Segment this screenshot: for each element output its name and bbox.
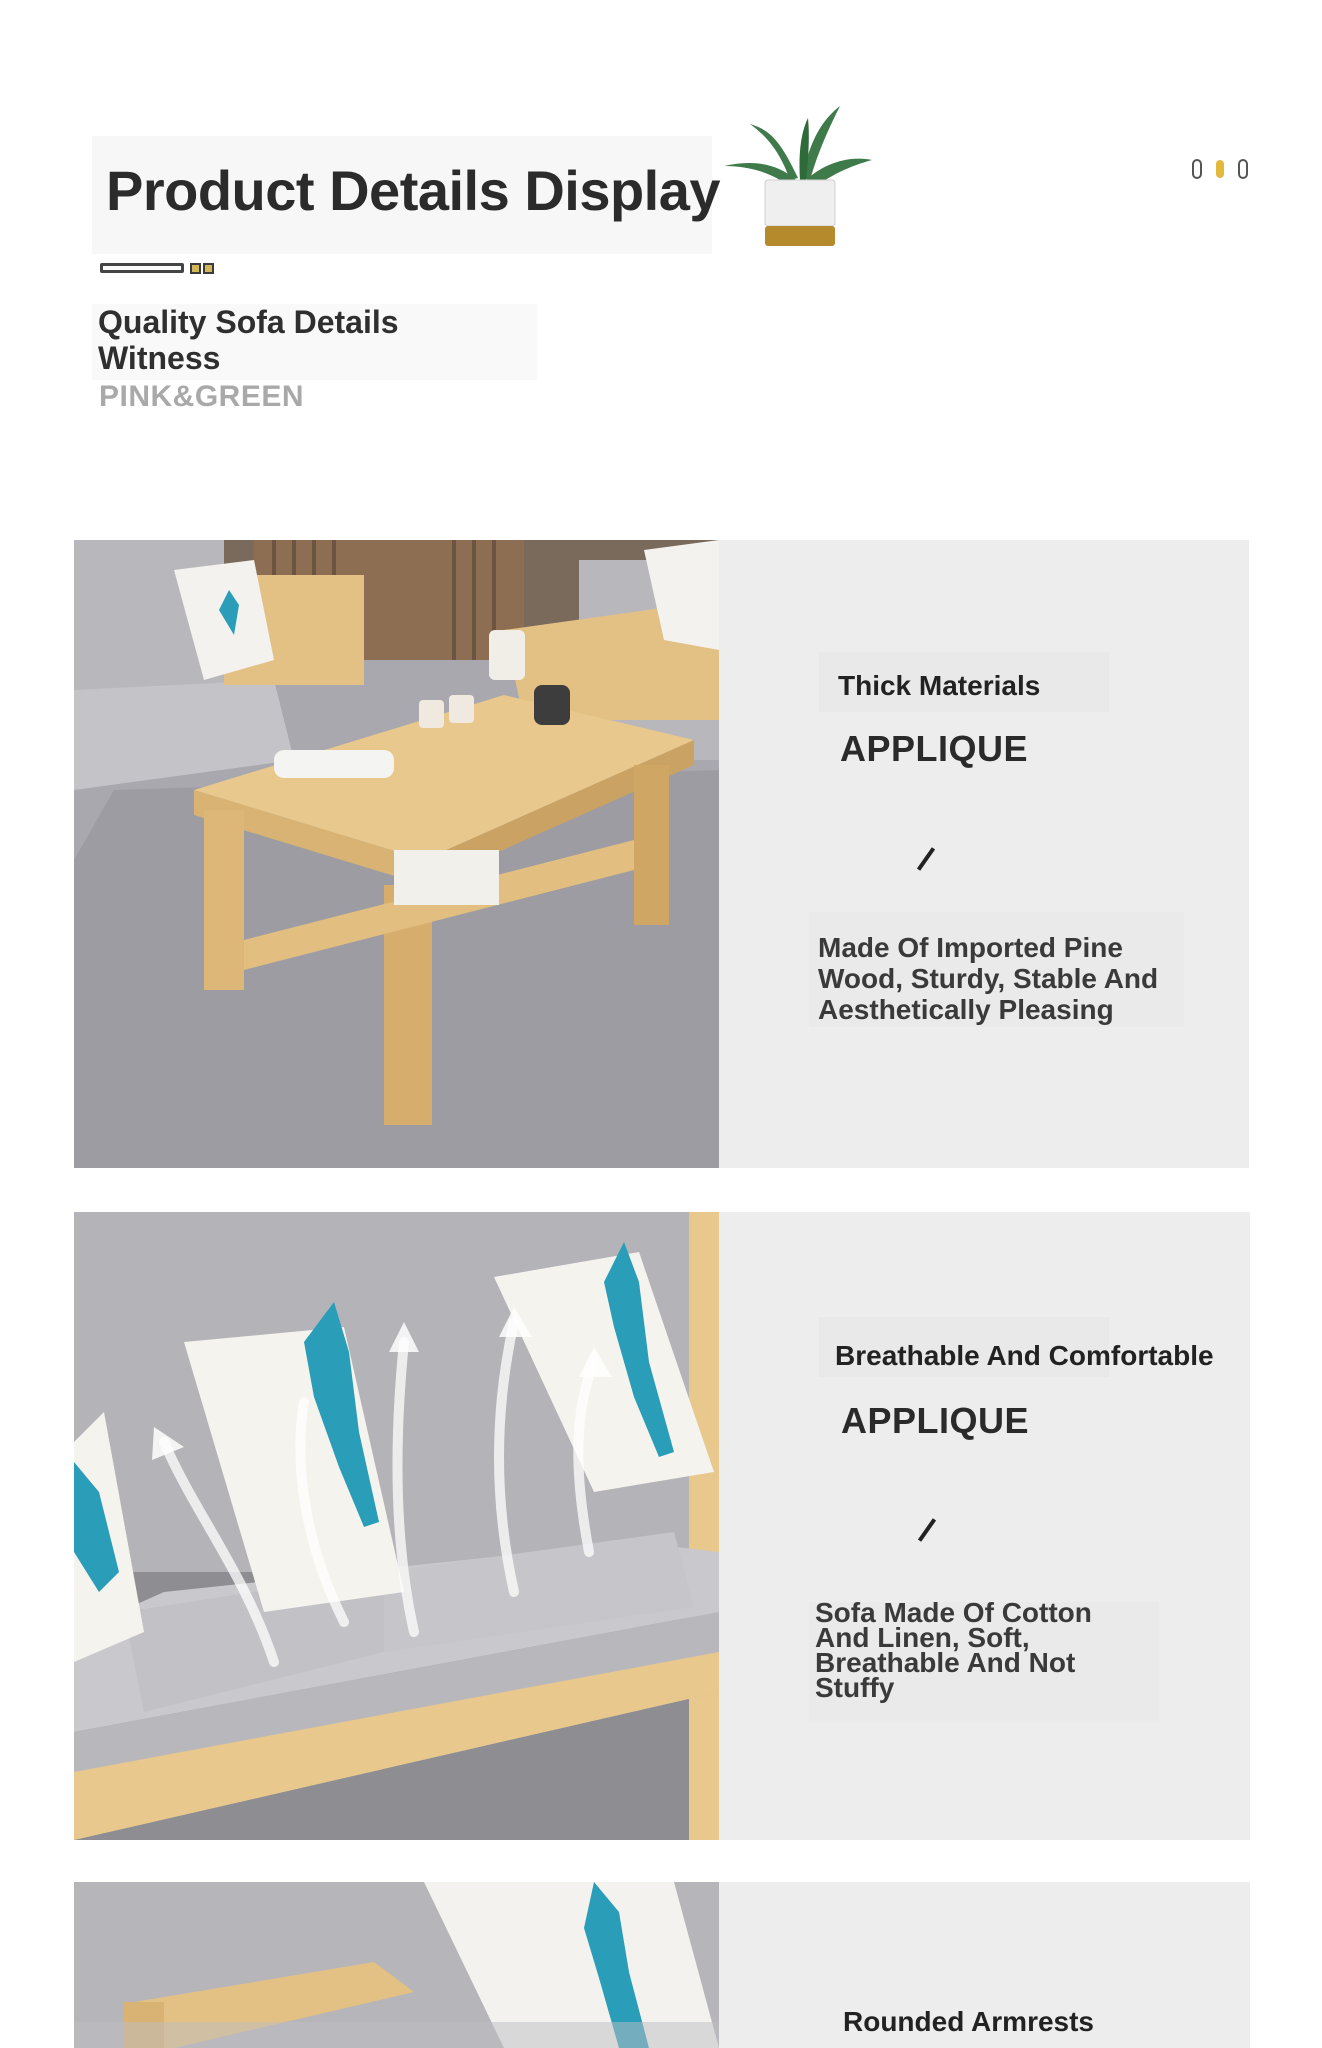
- feature-tag: APPLIQUE: [841, 1400, 1030, 1441]
- sofa-armrest-photo: [74, 1882, 719, 2048]
- carousel-dots: [1185, 154, 1255, 186]
- brand-name: PINK&GREEN: [99, 380, 305, 413]
- feature-title: Rounded Armrests: [843, 2006, 1095, 2037]
- decorative-square: [203, 263, 214, 274]
- decorative-bar: [100, 263, 184, 273]
- coffee-table-photo: [74, 540, 719, 1168]
- page-title: Product Details Display: [106, 159, 721, 222]
- feature-title: Thick Materials: [838, 670, 1041, 701]
- feature-section-thick-materials: [74, 540, 1249, 1168]
- feature-section-breathable: [74, 1212, 1250, 1840]
- feature-description: Sofa Made Of Cotton And Linen, Soft, Breathable And Not Stuffy: [815, 1597, 1092, 1703]
- decorative-square: [190, 263, 201, 274]
- feature-section-rounded-armrests: [74, 1882, 1250, 2048]
- potted-plant-icon: [710, 100, 880, 250]
- feature-title: Breathable And Comfortable: [835, 1340, 1214, 1371]
- feature-description: Made Of Imported Pine Wood, Sturdy, Stable And Aesthetically Pleasing: [818, 932, 1159, 1025]
- feature-tag: APPLIQUE: [840, 728, 1029, 769]
- page-subtitle: Quality Sofa Details Witness: [98, 304, 399, 376]
- sofa-cushions-photo: [74, 1212, 719, 1840]
- slash-divider: [917, 847, 935, 871]
- slash-divider: [918, 1518, 936, 1542]
